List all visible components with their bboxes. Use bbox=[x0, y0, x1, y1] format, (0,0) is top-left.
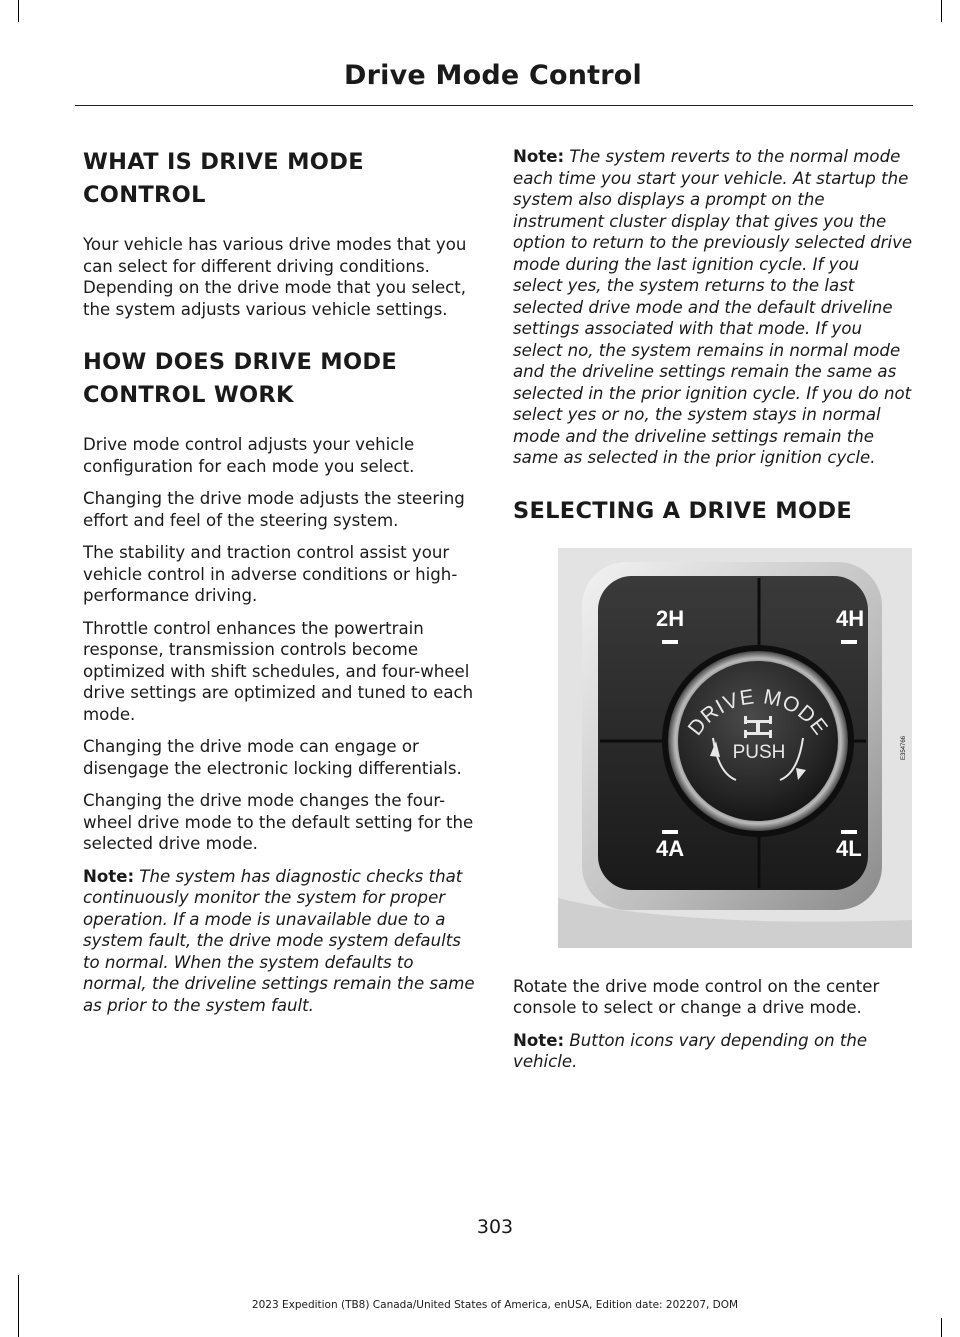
page-header-title: Drive Mode Control bbox=[344, 60, 642, 91]
note-text: Button icons vary depending on the vehicle. bbox=[513, 1030, 868, 1071]
drive-mode-dial-svg bbox=[558, 548, 912, 948]
crop-mark-bottom-right bbox=[941, 1318, 942, 1337]
note-label: Note: bbox=[513, 1030, 565, 1050]
note-text: The system reverts to the normal mode each time you start your vehicle. At startup the system also displays a prompt on the instrument cluster display that gives you the option to return to the previously selected drive mode during the last ignition cycle. If you select yes, the system returns to the last selected drive mode and the default driveline settings associated with that mode. If you select no, the system remains in normal mode and the driveline settings remain the same as selected in the prior ignition cycle. If you do not select yes or no, the system stays in normal mode and the driveline settings remain the same as selected in the prior ignition cycle. bbox=[513, 147, 913, 467]
page-number: 303 bbox=[476, 1216, 514, 1238]
footer-edition-text: 2023 Expedition (TB8) Canada/United States of America, enUSA, Edition date: 202207, DOM bbox=[251, 1299, 739, 1311]
body-paragraph: Drive mode control adjusts your vehicle configuration for each mode you select. bbox=[83, 435, 415, 476]
crop-mark-top-right bbox=[941, 0, 942, 22]
button-label-4l: 4L bbox=[836, 835, 862, 861]
section-heading-what-is: WHAT IS DRIVE MODE CONTROL bbox=[83, 149, 364, 208]
crop-mark-top-left bbox=[18, 0, 19, 22]
header-rule bbox=[75, 105, 913, 106]
indicator-2h bbox=[662, 640, 678, 644]
drive-mode-control-illustration bbox=[558, 548, 912, 948]
note-label: Note: bbox=[83, 866, 135, 886]
left-column bbox=[83, 146, 478, 1027]
body-paragraph: Your vehicle has various drive modes that you can select for different driving conditions. Depending on the drive mode that you select, the system adjusts various vehicle settings. bbox=[83, 235, 467, 319]
section-heading-selecting: SELECTING A DRIVE MODE bbox=[513, 497, 853, 524]
note-paragraph bbox=[513, 1030, 913, 1073]
body-paragraph: The stability and traction control assist your vehicle control in adverse conditions or high-performance driving. bbox=[83, 543, 458, 605]
right-column bbox=[513, 146, 913, 1084]
button-label-4h: 4H bbox=[836, 605, 865, 631]
note-paragraph bbox=[513, 146, 913, 469]
knob-push-label: PUSH bbox=[732, 741, 786, 763]
body-paragraph: Throttle control enhances the powertrain response, transmission controls become optimized with shift schedules, and four-wheel drive settings are optimized and tuned to each mode. bbox=[83, 618, 474, 724]
body-paragraph: Rotate the drive mode control on the center console to select or change a drive mode. bbox=[513, 976, 880, 1017]
button-label-2h: 2H bbox=[656, 605, 685, 631]
note-paragraph bbox=[83, 866, 478, 1017]
indicator-4a bbox=[662, 830, 678, 834]
section-heading-how-does: HOW DOES DRIVE MODE CONTROL WORK bbox=[83, 349, 398, 408]
note-text: The system has diagnostic checks that continuously monitor the system for proper operation. If a mode is unavailable due to a system fault, the drive mode system defaults to normal. When the system defaults to normal, the driveline settings remain the same as prior to the system fault. bbox=[83, 866, 475, 1015]
indicator-4h bbox=[841, 640, 857, 644]
drive-mode-knob bbox=[678, 661, 838, 821]
figure-code: E354766 bbox=[901, 735, 907, 760]
knob-arc-label: DRIVE MODE bbox=[683, 684, 833, 740]
body-paragraph: Changing the drive mode changes the four-wheel drive mode to the default setting for the selected drive mode. bbox=[83, 791, 474, 853]
body-paragraph: Changing the drive mode can engage or disengage the electronic locking differentials. bbox=[83, 737, 462, 778]
button-label-4a: 4A bbox=[656, 835, 685, 861]
indicator-4l bbox=[841, 830, 857, 834]
body-paragraph: Changing the drive mode adjusts the steering effort and feel of the steering system. bbox=[83, 489, 465, 530]
note-label: Note: bbox=[513, 147, 565, 166]
